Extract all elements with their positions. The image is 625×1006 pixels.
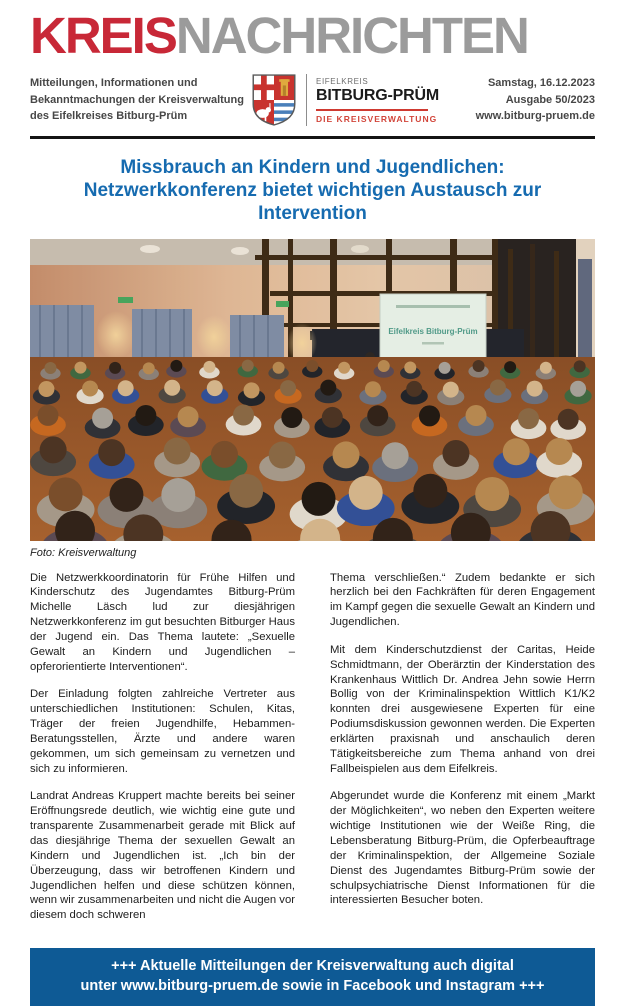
logo-subtitle: DIE KREISVERWALTUNG: [316, 113, 438, 124]
headline-line1: Missbrauch an Kindern und Jugendlichen:: [120, 157, 505, 178]
article-headline: [30, 156, 595, 226]
headline-line2: Netzwerkkonferenz bietet wichtigen Austausch zur Intervention: [83, 180, 542, 225]
article-column-right: [330, 571, 595, 937]
county-logo: [251, 73, 439, 127]
header-row: [30, 73, 595, 127]
paragraph: Mit dem Kinderschutzdienst der Caritas, Heide Schmidtmann, der Oberärztin der Kinderstation des Krankenhaus Wittlich Dr. Andrea Jehn sowie Herrn Bollig von der Kriminalinspektion Wittlich K1/K2 konnten drei ausgewiesene Experten für eine Podiumsdiskussion gewonnen werden. Die Experten erklärten praxisnah und anschaulich deren Tätigkeitsbereiche zum Thema anhand von drei Fallbeispielen aus dem Eifelkreis.: [330, 643, 595, 775]
paragraph: Landrat Andreas Kruppert machte bereits bei seiner Eröffnungsrede deutlich, wie wichtig eine gute und transparente Zusammenarbeit gerade mit Blick auf das diesjährige Thema der sexuellen Gewalt an Kindern und Jugendlichen ist. „Ich bin der Überzeugung, dass wir betroffenen Kindern und Jugendlichen helfen und diese schützen können, wenn wir zusammenarbeiten und nicht die Augen vor diesem doch schweren: [30, 790, 296, 922]
article-body: [30, 571, 595, 937]
footer-banner-line1: +++ Aktuelle Mitteilungen der Kreisverwaltung auch digital: [111, 958, 514, 975]
header-rule: [30, 136, 595, 139]
footer-banner-line2: unter www.bitburg-pruem.de sowie in Facebook und Instagram +++: [80, 977, 545, 994]
photo-caption: Foto: Kreisverwaltung: [30, 546, 137, 559]
logo-divider: [306, 74, 307, 126]
masthead-title-red: KREIS: [30, 7, 176, 64]
header-subtitle: [30, 75, 245, 125]
paragraph: Die Netzwerkkoordinatorin für Frühe Hilfen und Kinderschutz des Jugendamtes Bitburg-Prüm Michelle Läsch lud zur diesjährigen Netzwerkkonferenz im gut besuchten Bitburger Haus der Jugend ein. Das Thema lautete: „Sexuelle Gewalt an Kindern und Jugendlichen – opferorientierte Interventionen“.: [30, 571, 295, 673]
paragraph: Abgerundet wurde die Konferenz mit einem „Markt der Möglichkeiten“, wo neben den Experten weitere wichtige Institutionen wie der Weiße Ring, die Lebensberatung Bitburg-Prüm, die Opferbeauftrage der Kriminalinspektion, der Allgemeine Soziale Dienst des Jugendamtes Bitburg-Prüm sowie der schulpsychiatrische Dienst Informationen für die interessierten Besucher boten.: [330, 790, 595, 907]
coat-of-arms-icon: [251, 73, 297, 127]
issue-website: www.bitburg-pruem.de: [475, 110, 595, 123]
paragraph: Der Einladung folgten zahlreiche Vertreter aus unterschiedlichen Institutionen: Schulen, Kitas, Träger der freien Jugendhilfe, Hebammen-Beratungsstellen, Ärzte und andere waren gekommen, um sich gemeinsam zu vernetzen und sich zu informieren.: [30, 688, 295, 775]
article-photo: [30, 239, 595, 541]
article-column-left: [30, 571, 295, 937]
masthead-title: [30, 7, 595, 64]
logo-county-name: BITBURG-PRÜM: [316, 86, 439, 104]
issue-info: [445, 75, 595, 125]
masthead-title-gray: NACHRICHTEN: [175, 7, 528, 64]
logo-text: [316, 77, 439, 124]
header-subtitle-line1: Mitteilungen, Informationen und: [30, 77, 198, 90]
logo-red-rule: [316, 109, 428, 111]
header-subtitle-line2: Bekanntmachungen der Kreisverwaltung: [30, 93, 244, 106]
issue-date: Samstag, 16.12.2023: [487, 77, 595, 90]
conference-hall-photo: [30, 239, 595, 541]
footer-banner: [30, 948, 595, 1006]
issue-number: Ausgabe 50/2023: [505, 93, 595, 106]
logo-region-label: EIFELKREIS: [316, 76, 369, 86]
newsletter-page: [0, 7, 625, 1006]
header-subtitle-line3: des Eifelkreises Bitburg-Prüm: [30, 110, 188, 123]
projection-screen-text: Eifelkreis Bitburg-Prüm: [388, 326, 478, 336]
paragraph: Thema verschließen.“ Zudem bedankte er sich herzlich bei den Fachkräften für deren Engagement im Kampf gegen die sexuelle Gewalt an Kindern und Jugendlichen.: [330, 571, 595, 629]
